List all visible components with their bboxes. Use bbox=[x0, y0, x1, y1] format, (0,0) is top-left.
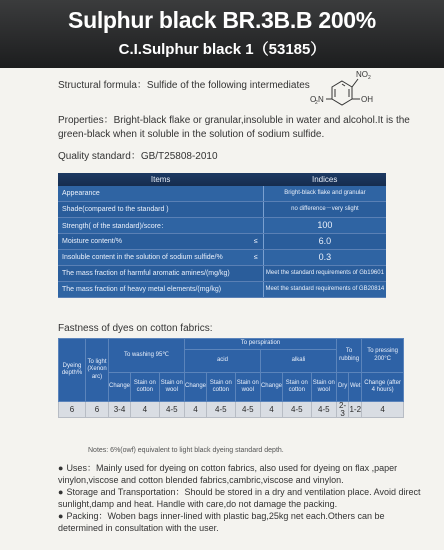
fastness-table bbox=[58, 338, 404, 418]
storage-text: Storage and Transportation：Should be stored in a dry and ventilation place. Avoid direct sunlight,damp and heat. Handle with care,do not damage the packing. bbox=[58, 487, 421, 509]
indices-header: Indices bbox=[263, 173, 386, 186]
fastness-value: 4 bbox=[184, 402, 206, 418]
packing-text: Packing：Woben bags inner-lined with plastic bag,25kg net each.Others can be determined in consultation with the user. bbox=[58, 511, 385, 533]
spec-item: Appearance bbox=[58, 186, 249, 202]
spec-row bbox=[58, 234, 386, 250]
spec-symbol bbox=[249, 202, 264, 218]
spec-value: 6.0 bbox=[263, 234, 386, 250]
fastness-value: 6 bbox=[59, 402, 86, 418]
bullet-dot-icon: ● bbox=[58, 511, 64, 521]
items-header: Items bbox=[58, 173, 263, 186]
properties-text: Properties：Bright-black flake or granular,insoluble in water and alcohol.It is the green-black when it soluble in the solution of sodium sulfide. bbox=[58, 115, 410, 140]
oh-label: OH bbox=[361, 95, 373, 104]
rubbing-header: To rubbing bbox=[336, 339, 361, 373]
notes-text: Notes: 6%(owf) equivalent to light black dyeing standard depth. bbox=[88, 447, 284, 454]
dyeing-depth-header: Dyeing depth% bbox=[59, 339, 86, 402]
fastness-value: 4-5 bbox=[235, 402, 260, 418]
spec-symbol: ≤ bbox=[249, 250, 264, 266]
fastness-value: 1-2 bbox=[349, 402, 362, 418]
spec-row bbox=[58, 202, 386, 218]
wash-stain-cotton-header: Stain on cotton bbox=[131, 373, 160, 402]
fastness-value: 6 bbox=[86, 402, 109, 418]
spec-symbol bbox=[249, 218, 264, 234]
fastness-value: 2-3 bbox=[336, 402, 348, 418]
uses-text: Uses：Mainly used for dyeing on cotton fabrics, also used for dyeing on flax ,paper vinylon,viscose and cotton blended fabrics,cambric,viscose and vinylon. bbox=[58, 463, 398, 485]
acid-stain-wool-header: Stain on wool bbox=[235, 373, 260, 402]
quality-standard-text: Quality standard：GB/T25808-2010 bbox=[58, 151, 218, 162]
bullet-dot-icon: ● bbox=[58, 487, 64, 497]
spec-value: no difference－very slight bbox=[263, 202, 386, 218]
rub-wet-header: Wet bbox=[349, 373, 362, 402]
bullet-uses bbox=[58, 462, 430, 486]
bullet-packing bbox=[58, 510, 430, 534]
fastness-value: 4-5 bbox=[159, 402, 184, 418]
spec-item: Insoluble content in the solution of sodium sulfide/% bbox=[58, 250, 249, 266]
spec-item: Strength( of the standard)/score： bbox=[58, 218, 249, 234]
o2n-o-label: O bbox=[310, 95, 317, 104]
spec-symbol bbox=[249, 282, 264, 298]
spec-row bbox=[58, 250, 386, 266]
spec-item: Moisture content/% bbox=[58, 234, 249, 250]
spec-value: Meet the standard requirements of GB20814 bbox=[263, 282, 386, 298]
acid-change-header: Change bbox=[184, 373, 206, 402]
structural-formula-text: Structural formula：Sulfide of the following intermediates bbox=[58, 80, 310, 91]
molecule-diagram bbox=[300, 63, 390, 118]
title-banner bbox=[0, 0, 444, 68]
fastness-value: 4 bbox=[362, 402, 404, 418]
product-title: Sulphur black BR.3B.B 200% bbox=[68, 7, 376, 33]
fastness-value: 4 bbox=[131, 402, 160, 418]
fastness-value: 4-5 bbox=[311, 402, 336, 418]
light-header: To light (Xenon arc) bbox=[86, 339, 109, 402]
spec-row bbox=[58, 266, 386, 282]
bullet-list bbox=[58, 462, 430, 534]
spec-value: Meet the standard requirements of Gb19601 bbox=[263, 266, 386, 282]
alkali-stain-wool-header: Stain on wool bbox=[311, 373, 336, 402]
acid-header: acid bbox=[184, 350, 260, 373]
spec-item: The mass fraction of harmful aromatic amines/(mg/kg) bbox=[58, 266, 249, 282]
bullet-storage bbox=[58, 486, 430, 510]
alkali-change-header: Change bbox=[260, 373, 282, 402]
spec-row bbox=[58, 218, 386, 234]
fastness-value: 4 bbox=[260, 402, 282, 418]
alkali-stain-cotton-header: Stain on cotton bbox=[283, 373, 312, 402]
fastness-value: 3-4 bbox=[109, 402, 131, 418]
washing-header: To washing 95℃ bbox=[109, 339, 185, 373]
rub-dry-header: Dry bbox=[336, 373, 348, 402]
perspiration-header: To perspiration bbox=[184, 339, 336, 350]
no2-top-label: NO bbox=[356, 70, 368, 79]
spec-table bbox=[58, 173, 386, 298]
spec-symbol bbox=[249, 266, 264, 282]
wash-change-header: Change bbox=[109, 373, 131, 402]
spec-item: Shade(compared to the standard ) bbox=[58, 202, 249, 218]
fastness-value: 4-5 bbox=[207, 402, 236, 418]
spec-row bbox=[58, 282, 386, 298]
pressing-change-header: Change (after 4 hours) bbox=[362, 373, 404, 402]
fastness-value: 4-5 bbox=[283, 402, 312, 418]
fastness-title: Fastness of dyes on cotton fabrics: bbox=[58, 323, 213, 334]
alkali-header: alkali bbox=[260, 350, 336, 373]
spec-item: The mass fraction of heavy metal elements/(mg/kg) bbox=[58, 282, 249, 298]
spec-value: 0.3 bbox=[263, 250, 386, 266]
acid-stain-cotton-header: Stain on cotton bbox=[207, 373, 236, 402]
spec-symbol: ≤ bbox=[249, 234, 264, 250]
o2n-sub-label: 2 bbox=[315, 100, 318, 106]
spec-value: 100 bbox=[263, 218, 386, 234]
wash-stain-wool-header: Stain on wool bbox=[159, 373, 184, 402]
bullet-dot-icon: ● bbox=[58, 463, 64, 473]
spec-row bbox=[58, 186, 386, 202]
o2n-n-label: N bbox=[318, 95, 324, 104]
spec-symbol bbox=[249, 186, 264, 202]
no2-top-sub: 2 bbox=[368, 75, 371, 81]
spec-value: Bright-black flake and granular bbox=[263, 186, 386, 202]
pressing-header: To pressing 200°C bbox=[362, 339, 404, 373]
product-subtitle: C.I.Sulphur black 1（53185） bbox=[118, 41, 326, 58]
